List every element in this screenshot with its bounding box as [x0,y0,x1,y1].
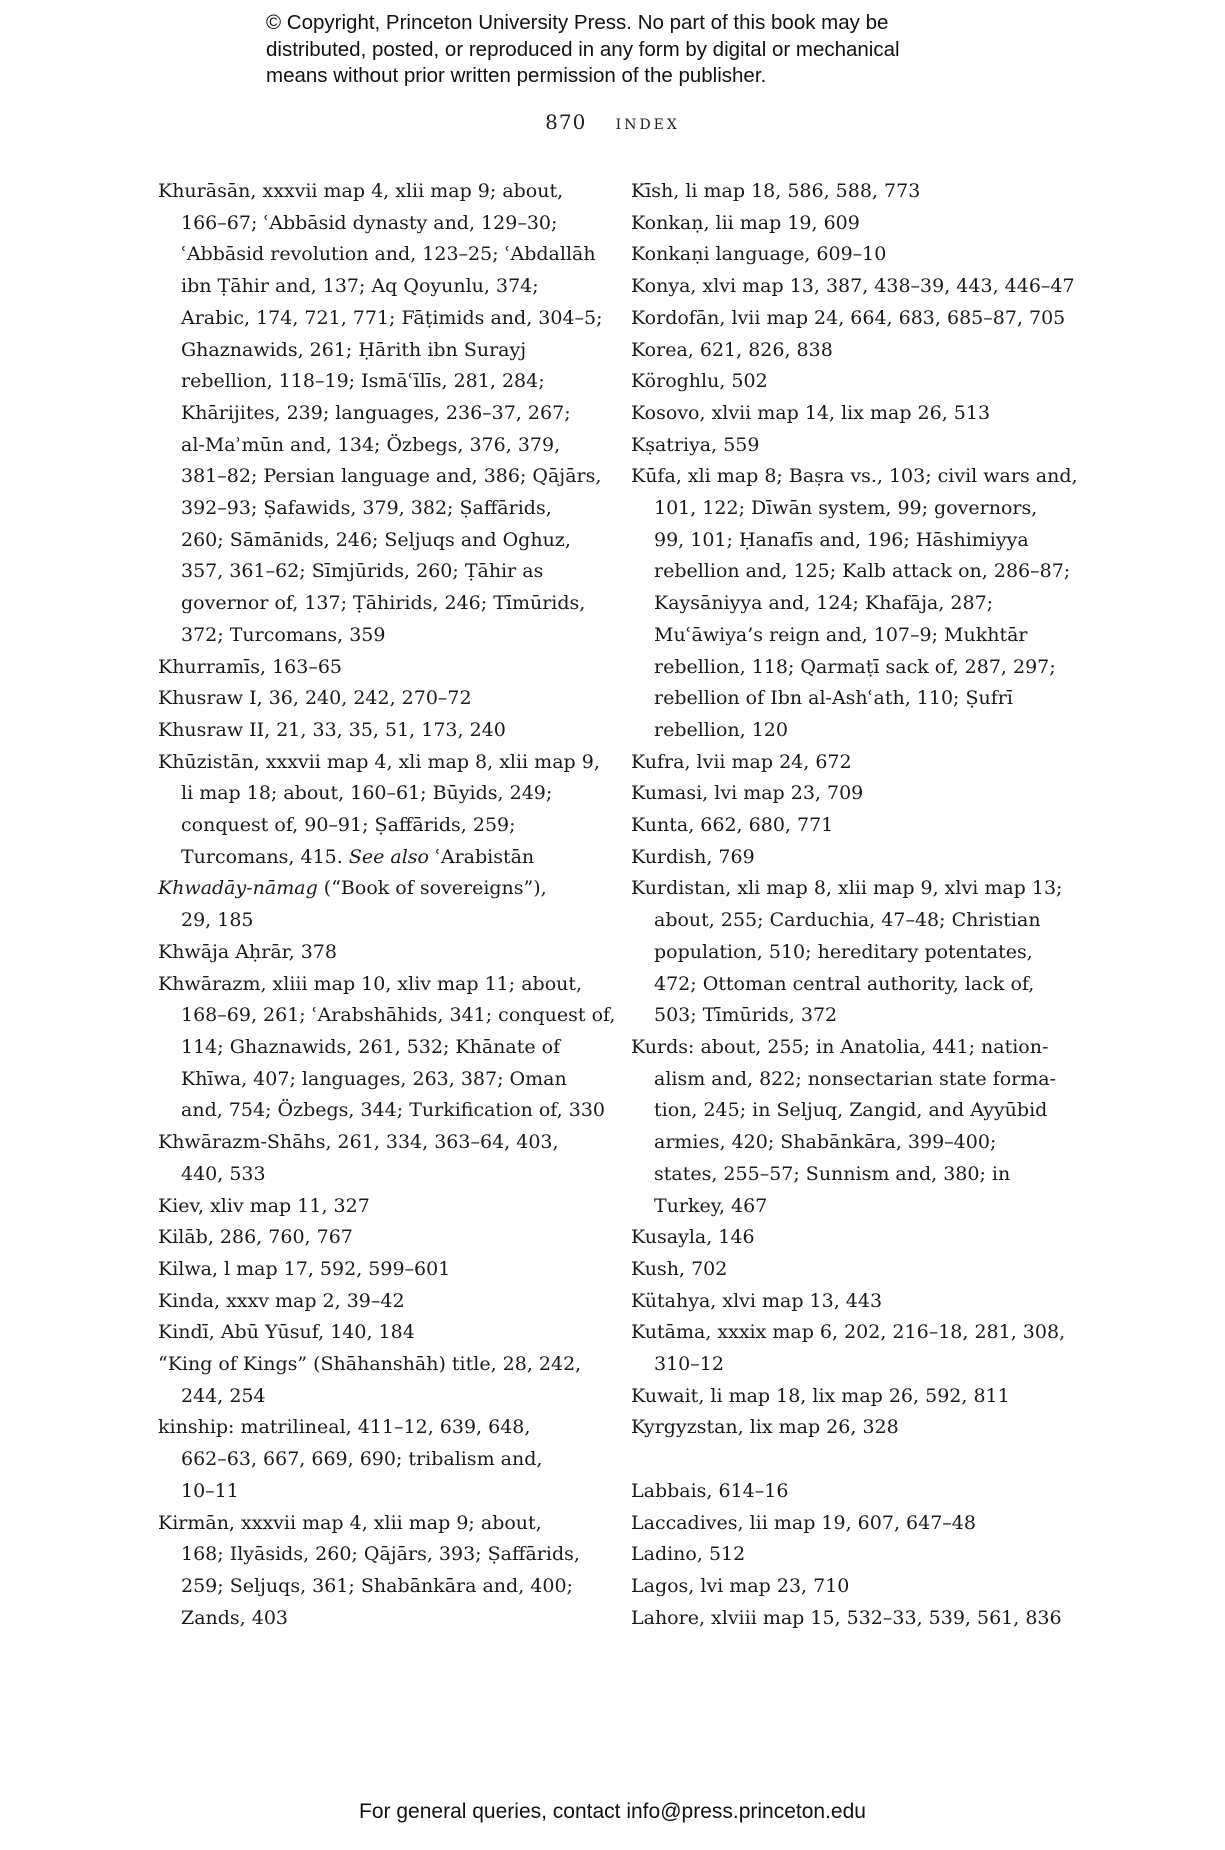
index-entry-continuation: 168–69, 261; ʿArabshāhids, 341; conquest of, [181,1004,616,1027]
index-entry-continuation: alism and, 822; nonsectarian state forma- [654,1067,1057,1090]
index-entry-continuation: Muʿāwiya’s reign and, 107–9; Mukhtār [654,623,1028,646]
index-entry [158,1317,598,1349]
index-column-left [158,176,616,1634]
index-entry-headline: Kumasi, lvi map 23, 709 [631,782,864,805]
index-entry-headline: Kutāma, xxxix map 6, 202, 216–18, 281, 308, [631,1321,1066,1344]
index-entry [158,937,598,969]
index-entry [631,398,1071,430]
index-entry [631,810,1071,842]
index-group-k [631,176,1078,1444]
index-entry [158,176,603,652]
index-entry-continuation: 310–12 [654,1353,724,1376]
index-entry-continuation: 168; Ilyāsids, 260; Qājārs, 393; Ṣaffārids, [181,1543,580,1566]
index-entry [158,1191,598,1223]
index-entry-continuation: states, 255–57; Sunnism and, 380; in [654,1162,1011,1185]
index-entry-continuation: rebellion and, 125; Kalb attack on, 286–87; [654,560,1071,583]
index-entry [631,1412,1071,1444]
index-entry-continuation: rebellion, 120 [654,718,788,741]
index-entry-headline: Korea, 621, 826, 838 [631,338,833,361]
index-entry-continuation: 101, 122; Dīwān system, 99; governors, [654,497,1038,520]
index-entry [631,176,1071,208]
copyright-notice [266,10,1006,90]
index-entry [631,1254,1071,1286]
index-entry-continuation: Arabic, 174, 721, 771; Fāṭimids and, 304–5; [181,306,603,329]
index-entry [631,430,1071,462]
index-entry [158,715,598,747]
index-entry [631,366,1071,398]
index-entry-headline: Khusraw I, 36, 240, 242, 270–72 [158,687,472,710]
index-entry-headline: Kīsh, li map 18, 586, 588, 773 [631,180,921,202]
index-entry [158,747,598,874]
page-title: index [615,110,680,134]
index-column-right [631,176,1078,1634]
index-entry-headline: “King of Kings” (Shāhanshāh) title, 28, 242, [158,1353,582,1376]
index-entry-headline: Ladino, 512 [631,1543,746,1566]
index-entry-headline: Kufra, lvii map 24, 672 [631,750,852,773]
index-entry-continuation: ʿAbbāsid revolution and, 123–25; ʿAbdallāh [181,243,596,266]
index-entry-continuation: 392–93; Ṣafawids, 379, 382; Ṣaffārids, [181,497,552,520]
index-entry-headline: Kurds: about, 255; in Anatolia, 441; nation- [631,1035,1049,1058]
index-entry [631,778,1071,810]
index-entry-headline: Kilāb, 286, 760, 767 [158,1226,353,1249]
index-entry-continuation: and, 754; Özbegs, 344; Turkification of, 330 [181,1099,605,1122]
index-entry-headline: Köroghlu, 502 [631,370,768,393]
index-entry-headline: Khurāsān, xxxvii map 4, xlii map 9; about, [158,180,564,202]
index-entry-continuation: 166–67; ʿAbbāsid dynasty and, 129–30; [181,211,558,234]
index-entry-headline: Konkaṇi language, 609–10 [631,243,887,266]
index-entry-continuation: 381–82; Persian language and, 386; Qājārs, [181,465,602,488]
index-entry [631,1032,1071,1222]
index-entry-headline: Kuwait, li map 18, lix map 26, 592, 811 [631,1384,1010,1407]
index-entry [631,335,1071,367]
index-entry-headline: Khwadāy-nāmag (“Book of sovereigns”), [158,877,547,900]
index-entry-headline: Khūzistān, xxxvii map 4, xli map 8, xlii map 9, [158,750,600,773]
index-entry-continuation: 662–63, 667, 669, 690; tribalism and, [181,1448,543,1471]
index-entry-continuation: Kaysāniyya and, 124; Khafāja, 287; [654,592,994,615]
index-entry [158,1349,598,1412]
index-entry-continuation: 244, 254 [181,1384,266,1407]
index-entry-headline: Khusraw II, 21, 33, 35, 51, 173, 240 [158,718,506,741]
index-entry-continuation: 357, 361–62; Sīmjūrids, 260; Ṭāhir as [181,560,544,583]
index-entry-headline: Kṣatriya, 559 [631,433,760,456]
index-entry-headline: Konkaṇ, lii map 19, 609 [631,211,860,234]
index-entry-continuation: 29, 185 [181,909,254,932]
index-entry [631,1222,1071,1254]
index-entry [158,873,598,936]
index-entry-continuation: 259; Seljuqs, 361; Shabānkāra and, 400; [181,1574,573,1597]
index-entry-headline: Kunta, 662, 680, 771 [631,814,834,837]
index-entry [158,1254,598,1286]
index-entry-continuation: 503; Tīmūrids, 372 [654,1004,838,1027]
index-entry-headline: Labbais, 614–16 [631,1479,789,1502]
index-entry-continuation: armies, 420; Shabānkāra, 399–400; [654,1131,997,1154]
index-entry-continuation: 372; Turcomans, 359 [181,623,386,646]
index-group-l [631,1476,1071,1635]
index-entry-continuation: 114; Ghaznawids, 261, 532; Khānate of [181,1035,561,1058]
index-entry-headline: Konya, xlvi map 13, 387, 438–39, 443, 446–47 [631,275,1075,298]
index-entry [631,1476,1071,1508]
page-number: 870 [545,110,587,134]
index-entry-continuation: rebellion, 118–19; Ismāʿīlīs, 281, 284; [181,370,545,393]
index-entry [631,1381,1071,1413]
footer-contact: For general queries, contact info@press.princeton.edu [359,1800,866,1823]
index-entry-headline: Kiev, xliv map 11, 327 [158,1194,370,1217]
index-entry-continuation: governor of, 137; Ṭāhirids, 246; Tīmūrids, [181,592,586,615]
index-entry-continuation: ibn Ṭāhir and, 137; Aq Qoyunlu, 374; [181,275,539,298]
index-entry [158,1412,598,1507]
index-entry [631,208,1071,240]
index-entry-continuation: Khārijites, 239; languages, 236–37, 267; [181,401,571,424]
index-entry-headline: Kurdish, 769 [631,845,755,868]
index-entry [631,1571,1071,1603]
index-entry [631,842,1071,874]
index-entry-continuation: 472; Ottoman central authority, lack of, [654,972,1035,995]
index-entry-headline: Kirmān, xxxvii map 4, xlii map 9; about, [158,1511,542,1534]
index-entry-headline: Khurramīs, 163–65 [158,655,343,678]
index-entry-headline: Kush, 702 [631,1257,728,1280]
index-entry [158,1127,598,1190]
index-entry-headline: Kinda, xxxv map 2, 39–42 [158,1289,405,1312]
index-entry-headline: Lahore, xlviii map 15, 532–33, 539, 561, 836 [631,1606,1062,1629]
index-entry-continuation: conquest of, 90–91; Ṣaffārids, 259; [181,814,516,837]
index-entry-continuation: 260; Sāmānids, 246; Seljuqs and Oghuz, [181,528,571,551]
index-entry-headline: Kurdistan, xli map 8, xlii map 9, xlvi map 13; [631,877,1063,900]
index-entry-headline: Khwāja Aḥrār, 378 [158,940,337,963]
index-entry-continuation: al-Maʾmūn and, 134; Özbegs, 376, 379, [181,433,561,456]
index-entry-headline: Kordofān, lvii map 24, 664, 683, 685–87, 705 [631,306,1066,329]
index-entry-continuation: rebellion of Ibn al-Ashʿath, 110; Ṣufrī [654,687,1013,710]
index-entry-continuation: population, 510; hereditary potentates, [654,940,1033,963]
copyright-line: distributed, posted, or reproduced in any form by digital or mechanical [266,37,900,61]
index-entry-continuation: Zands, 403 [181,1606,289,1629]
index-entry-headline: Kūfa, xli map 8; Baṣra vs., 103; civil wars and, [631,465,1078,488]
index-entry-headline: Kyrgyzstan, lix map 26, 328 [631,1416,899,1439]
index-entry [158,1508,598,1635]
index-entry-headline: Kusayla, 146 [631,1226,755,1249]
copyright-line: means without prior written permission of the publisher. [266,64,767,87]
index-entry [631,1539,1071,1571]
index-entry-continuation: about, 255; Carduchia, 47–48; Christian [654,909,1041,932]
copyright-line: © Copyright, Princeton University Press. No part of this book may be [266,11,889,34]
index-entry [631,1603,1071,1635]
index-entry [631,271,1075,303]
index-entry [631,239,1071,271]
index-entry-headline: Lagos, lvi map 23, 710 [631,1574,850,1597]
index-entry [631,1317,1071,1380]
index-entry [631,461,1078,746]
index-entry-headline: kinship: matrilineal, 411–12, 639, 648, [158,1416,531,1439]
index-entry [631,1508,1071,1540]
index-entry [631,873,1071,1032]
index-entry [631,303,1071,335]
index-entry-continuation: Ghaznawids, 261; Ḥārith ibn Surayj [181,338,527,361]
index-entry-headline: Kilwa, l map 17, 592, 599–601 [158,1257,451,1280]
index-entry [631,1286,1071,1318]
index-entry-headline: Kosovo, xlvii map 14, lix map 26, 513 [631,401,991,424]
index-entry-continuation: li map 18; about, 160–61; Būyids, 249; [181,782,553,805]
index-entry-headline: Khwārazm-Shāhs, 261, 334, 363–64, 403, [158,1131,559,1154]
index-entry-continuation: tion, 245; in Seljuq, Zangid, and Ayyūbid [654,1099,1048,1122]
index-entry-headline: Kindī, Abū Yūsuf, 140, 184 [158,1321,415,1344]
index-entry-headline: Kütahya, xlvi map 13, 443 [631,1289,883,1312]
index-entry-continuation: Turkey, 467 [654,1194,768,1217]
index-entry [631,747,1071,779]
index-entry [158,683,598,715]
index-entry-continuation: Turcomans, 415. See also ʿArabistān [181,845,535,868]
index-entry [158,652,598,684]
index-entry [158,969,616,1128]
running-head [0,110,1225,134]
index-entry-continuation: 10–11 [181,1479,239,1502]
index-entry-headline: Laccadives, lii map 19, 607, 647–48 [631,1511,976,1534]
letter-group-gap [631,1444,1071,1476]
index-entry-continuation: Khīwa, 407; languages, 263, 387; Oman [181,1067,567,1090]
index-entry-continuation: 440, 533 [181,1162,266,1185]
index-entry [158,1286,598,1318]
index-entry-continuation: 99, 101; Ḥanafīs and, 196; Hāshimiyya [654,528,1029,551]
index-entry-continuation: rebellion, 118; Qarmaṭī sack of, 287, 297; [654,655,1056,678]
index-entry-headline: Khwārazm, xliii map 10, xliv map 11; about, [158,972,583,995]
index-entry [158,1222,598,1254]
